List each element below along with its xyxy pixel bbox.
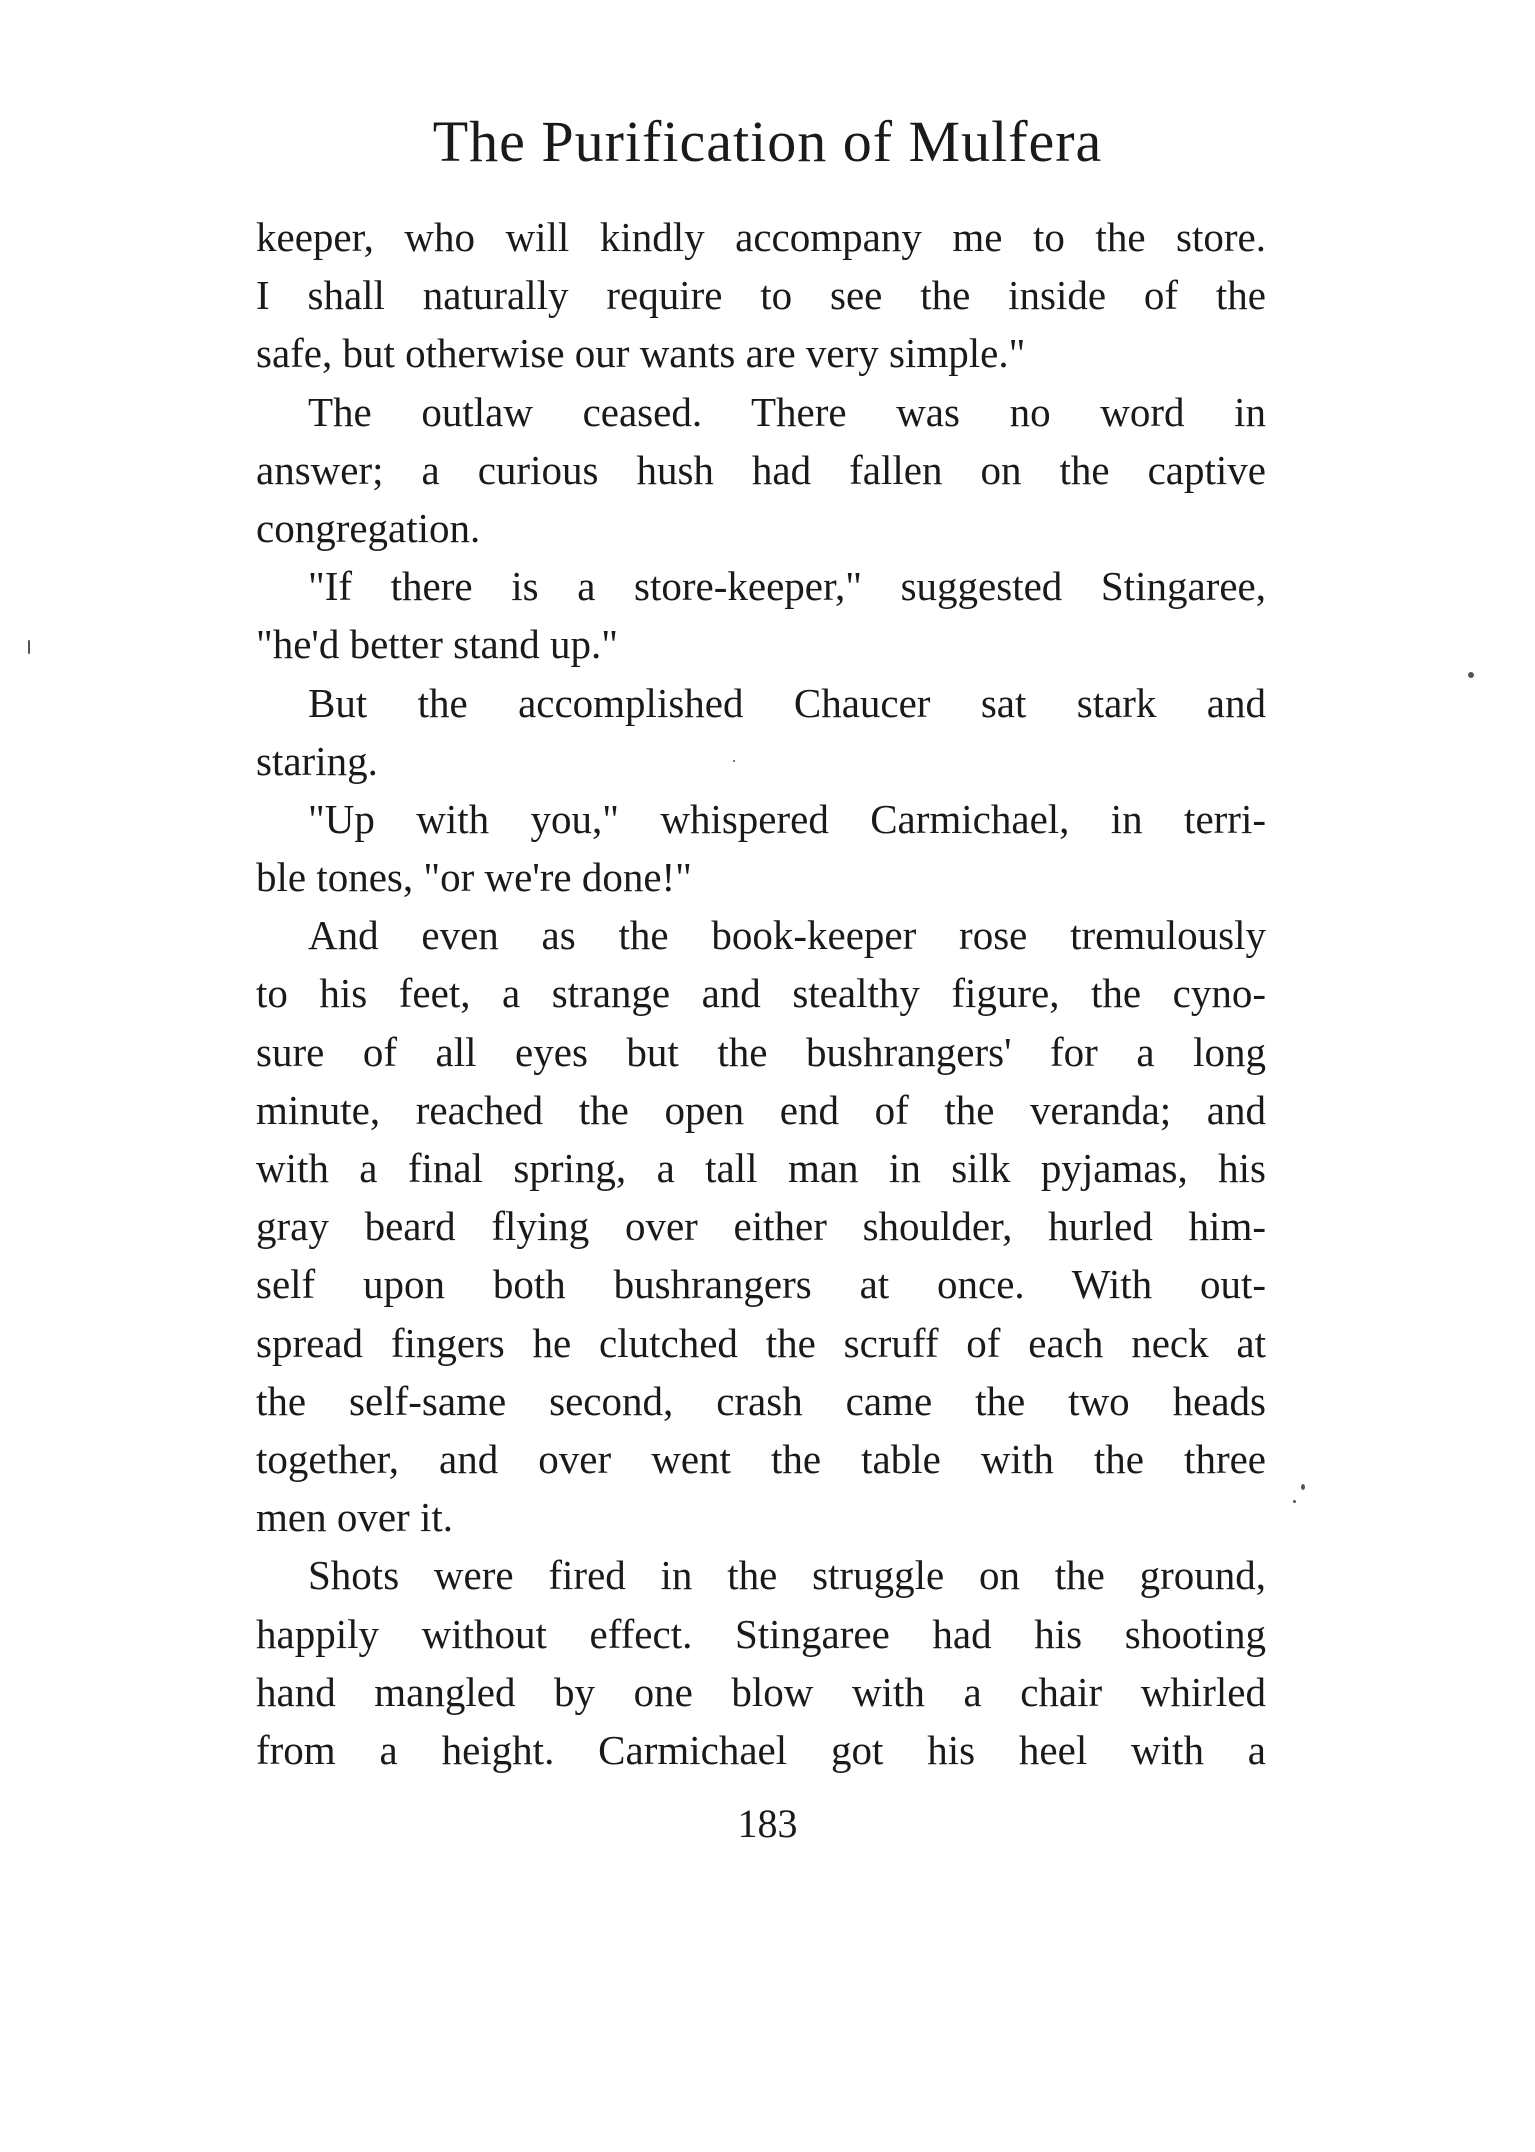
scan-speck [733, 760, 735, 762]
text-line: self upon both bushrangers at once. With out- [256, 1261, 1266, 1308]
text-line: Shots were fired in the struggle on the ground, [308, 1552, 1266, 1599]
text-line: staring. [256, 737, 378, 784]
text-line: ble tones, "or we're done!" [256, 854, 692, 901]
text-line: keeper, who will kindly accompany me to the store. [256, 214, 1266, 260]
text-line: with a final spring, a tall man in silk pyjamas, his [256, 1145, 1266, 1191]
text-line: "he'd better stand up." [256, 621, 618, 668]
running-head: The Purification of Mulfera [432, 109, 1103, 174]
scan-speck [1293, 1500, 1296, 1503]
body-text [256, 208, 1266, 1779]
text-line: "If there is a store-keeper," suggested Stingaree, [308, 563, 1266, 610]
text-line: safe, but otherwise our wants are very simple." [256, 330, 1026, 377]
scan-speck [1301, 1484, 1305, 1490]
text-line: But the accomplished Chaucer sat stark and [308, 679, 1266, 726]
text-line: gray beard flying over either shoulder, hurled him- [256, 1203, 1266, 1250]
scan-speck [28, 640, 30, 654]
text-line: spread fingers he clutched the scruff of each neck at [256, 1319, 1266, 1366]
text-line: I shall naturally require to see the inside of the [256, 272, 1266, 319]
page-number: 183 [737, 1801, 798, 1846]
text-line: And even as the book-keeper rose tremulously [308, 912, 1266, 959]
text-line: sure of all eyes but the bushrangers' for a long [256, 1028, 1266, 1075]
text-line: the self-same second, crash came the two heads [256, 1377, 1266, 1424]
text-line: to his feet, a strange and stealthy figure, the cyno- [256, 970, 1266, 1017]
text-line: happily without effect. Stingaree had his shooting [256, 1610, 1266, 1657]
text-line: "Up with you," whispered Carmichael, in terri- [308, 795, 1266, 842]
scan-speck [1468, 672, 1474, 678]
text-line: from a height. Carmichael got his heel with a [256, 1726, 1266, 1773]
text-line: The outlaw ceased. There was no word in [308, 388, 1266, 435]
text-line: hand mangled by one blow with a chair whirled [256, 1668, 1266, 1715]
text-line: men over it. [256, 1494, 453, 1541]
text-line: together, and over went the table with the three [256, 1435, 1266, 1482]
text-line: answer; a curious hush had fallen on the captive [256, 446, 1266, 493]
text-line: congregation. [256, 504, 481, 551]
text-line: minute, reached the open end of the veranda; and [256, 1086, 1266, 1133]
